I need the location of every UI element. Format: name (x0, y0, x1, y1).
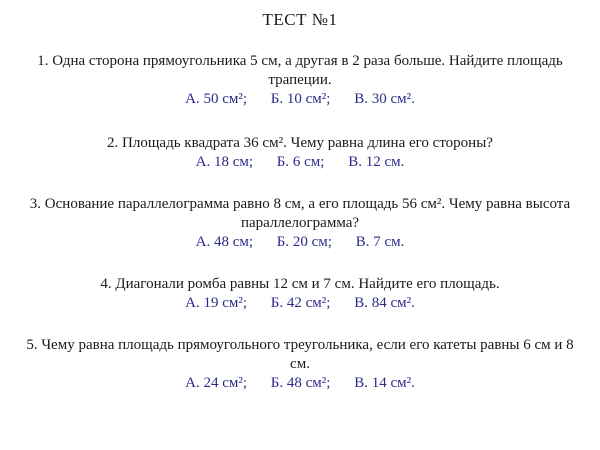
answer-option-b: Б. 42 см²; (270, 295, 331, 311)
answer-option-b: Б. 6 см; (276, 154, 325, 170)
question-1 (20, 52, 580, 109)
answer-option-b: Б. 10 см²; (270, 91, 331, 107)
question-text: 3. Основание параллелограмма равно 8 см, а его площадь 56 см². Чему равна высота параллелограмма? (29, 196, 571, 231)
answer-option-a: А. 18 см; (195, 154, 254, 170)
answer-option-a: А. 24 см²; (185, 375, 248, 391)
question-text: 1. Одна сторона прямоугольника 5 см, а другая в 2 раза больше. Найдите площадь трапеции. (37, 53, 563, 88)
question-2 (20, 134, 580, 172)
answer-options (20, 90, 580, 109)
answer-option-c: В. 7 см. (355, 234, 405, 250)
answer-option-b: Б. 20 см; (276, 234, 332, 250)
question-3 (20, 195, 580, 252)
answer-options (20, 294, 580, 313)
answer-options (20, 233, 580, 252)
answer-options (20, 153, 580, 172)
answer-option-a: А. 19 см²; (185, 295, 248, 311)
question-4 (20, 275, 580, 313)
page-title: ТЕСТ №1 (262, 10, 338, 29)
answer-option-c: В. 30 см². (354, 91, 415, 107)
answer-option-c: В. 12 см. (348, 154, 405, 170)
answer-option-c: В. 14 см². (354, 375, 415, 391)
question-5 (20, 336, 580, 393)
question-text: 2. Площадь квадрата 36 см². Чему равна длина его стороны? (107, 135, 493, 151)
answer-option-b: Б. 48 см²; (270, 375, 331, 391)
question-text: 4. Диагонали ромба равны 12 см и 7 см. Найдите его площадь. (100, 276, 500, 292)
answer-option-a: А. 50 см²; (185, 91, 248, 107)
answer-options (20, 374, 580, 393)
answer-option-a: А. 48 см; (195, 234, 254, 250)
question-text: 5. Чему равна площадь прямоугольного треугольника, если его катеты равны 6 см и 8 см. (26, 337, 574, 372)
answer-option-c: В. 84 см². (354, 295, 415, 311)
